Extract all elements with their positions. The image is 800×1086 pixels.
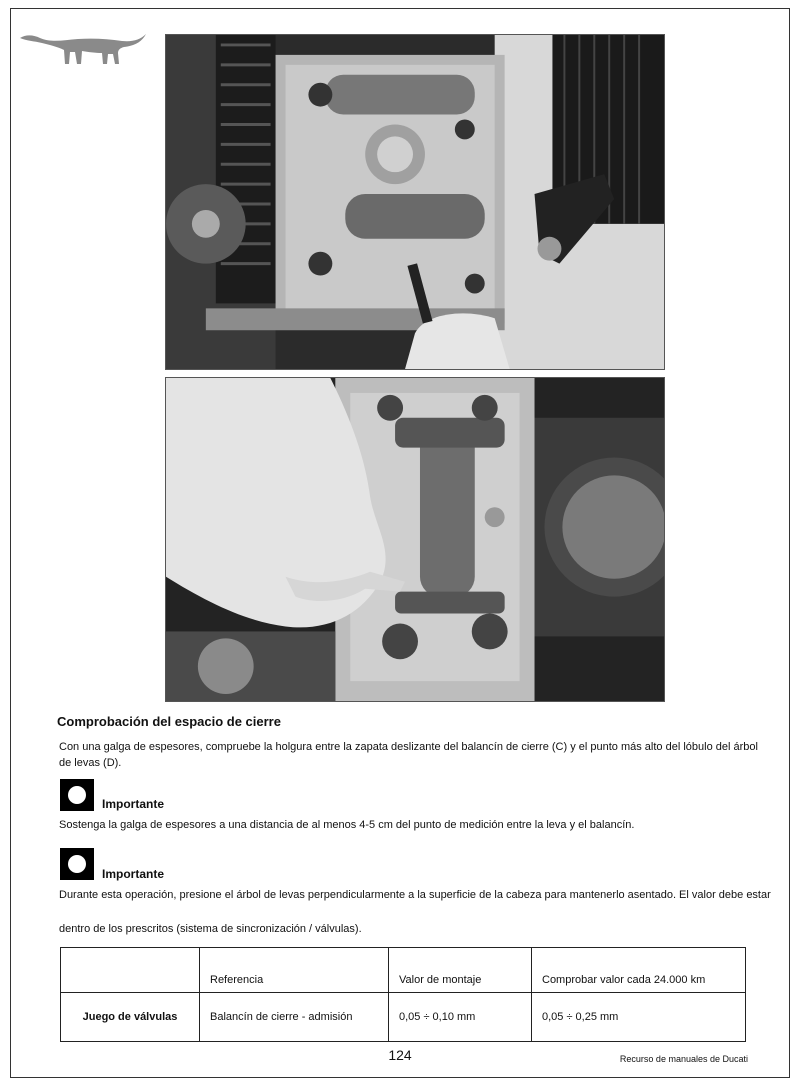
footer-text: Recurso de manuales de Ducati bbox=[619, 1054, 748, 1064]
notice-text: Sostenga la galga de espesores a una distancia de al menos 4-5 cm del punto de medición entre la leva y el balancín. bbox=[59, 819, 635, 831]
table-cell: Balancín de cierre - admisión bbox=[200, 993, 389, 1042]
important-label: Importante bbox=[102, 797, 165, 811]
important-icon bbox=[60, 848, 94, 880]
table-cell: 0,05 ÷ 0,10 mm bbox=[389, 993, 532, 1042]
notice-text-continued: dentro de los prescritos (sistema de sincronización / válvulas). bbox=[59, 923, 362, 935]
table-cell: Juego de válvulas bbox=[61, 993, 200, 1042]
table-header-cell: Valor de montaje bbox=[389, 948, 532, 993]
dinosaur-logo bbox=[18, 26, 148, 68]
intro-paragraph: Con una galga de espesores, compruebe la holgura entre la zapata deslizante del balancín de cierre (C) y el punto más alto del lóbulo del árbol de levas (D). bbox=[59, 741, 758, 769]
table-header-cell: Referencia bbox=[200, 948, 389, 993]
page-number: 124 bbox=[388, 1047, 412, 1063]
table-header-row bbox=[61, 948, 746, 993]
table-cell: 0,05 ÷ 0,25 mm bbox=[532, 993, 746, 1042]
engine-photo-top bbox=[165, 34, 665, 370]
table-header-cell: Comprobar valor cada 24.000 km bbox=[532, 948, 746, 993]
notice-text: Durante esta operación, presione el árbol de levas perpendicularmente a la superficie de la cabeza para mantenerlo asentado. El valor debe estar bbox=[59, 889, 771, 901]
table-row bbox=[61, 993, 746, 1042]
important-label: Importante bbox=[102, 867, 165, 881]
important-icon bbox=[60, 779, 94, 811]
engine-photo-bottom bbox=[165, 377, 665, 702]
table-header-cell bbox=[61, 948, 200, 993]
section-heading: Comprobación del espacio de cierre bbox=[57, 714, 281, 729]
valve-clearance-table bbox=[60, 947, 746, 1042]
